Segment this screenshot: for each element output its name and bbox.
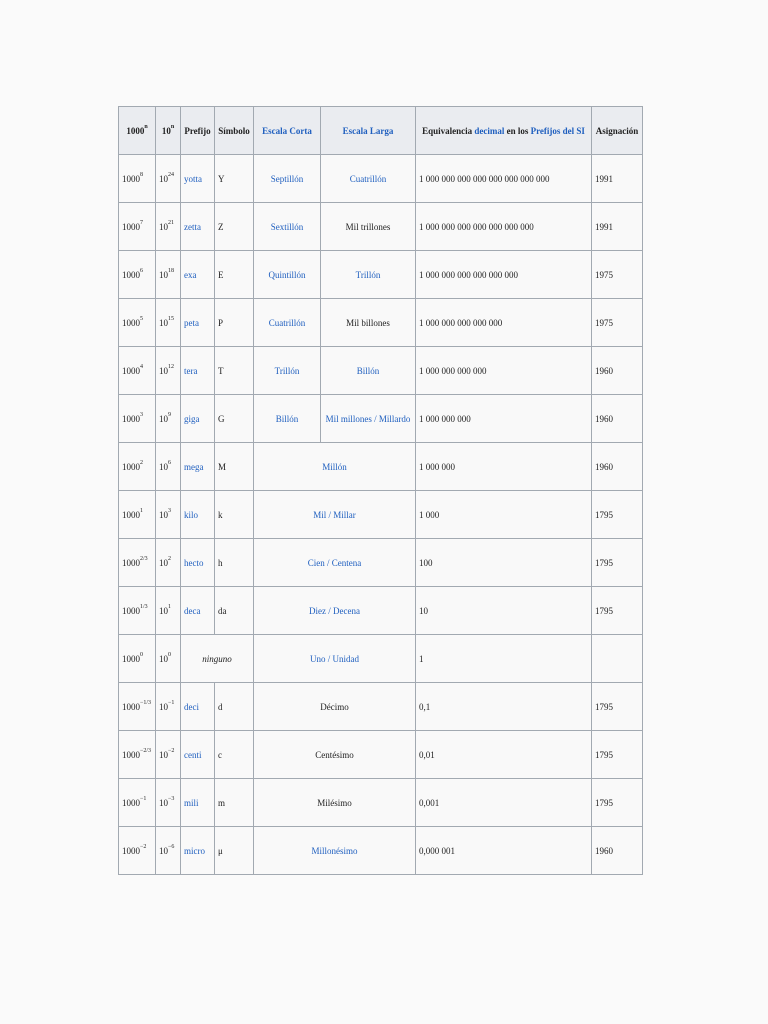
symbol-cell: P	[215, 299, 254, 347]
power-1000-cell: 1000$^8$	[119, 155, 156, 203]
power-10-cell: $10^{21}$	[156, 203, 181, 251]
table-row	[119, 155, 643, 203]
symbol-cell: G	[215, 395, 254, 443]
short-scale-link[interactable]: Billón	[254, 395, 321, 443]
prefix-link[interactable]: mili	[181, 779, 215, 827]
power-10-cell: $10^2$	[156, 539, 181, 587]
prefix-link[interactable]: deci	[181, 683, 215, 731]
power-10-cell: $10^9$	[156, 395, 181, 443]
header-asignacion: Asignación	[592, 107, 643, 155]
prefix-link[interactable]: centi	[181, 731, 215, 779]
power-10-cell: $10^{18}$	[156, 251, 181, 299]
power-1000-cell: $1000^{2/3}$	[119, 539, 156, 587]
symbol-cell: μ	[215, 827, 254, 875]
short-scale-link[interactable]: Quintillón	[254, 251, 321, 299]
decimal-cell: 1 000 000 000 000 000 000 000	[416, 203, 592, 251]
power-10-cell: $10^6$	[156, 443, 181, 491]
power-1000-cell: 1000$^1$	[119, 491, 156, 539]
long-scale-link[interactable]: Billón	[321, 347, 416, 395]
power-1000-cell: 1000$^3$	[119, 395, 156, 443]
power-1000-cell: 1000$^6$	[119, 251, 156, 299]
long-scale-link[interactable]: Cuatrillón	[321, 155, 416, 203]
long-scale-link[interactable]: Mil millones / Millardo	[321, 395, 416, 443]
power-1000-cell: $1000^{-2/3}$	[119, 731, 156, 779]
header-equivalencia: Equivalencia decimal en los Prefijos del SI	[416, 107, 592, 155]
power-10-cell: $10^{24}$	[156, 155, 181, 203]
prefix-link[interactable]: yotta	[181, 155, 215, 203]
si-prefix-table	[118, 106, 643, 875]
header-simbolo: Símbolo	[215, 107, 254, 155]
scale-name-link[interactable]: Cien / Centena	[254, 539, 416, 587]
table-row	[119, 395, 643, 443]
short-scale-link[interactable]: Sextillón	[254, 203, 321, 251]
header-escala-larga-link[interactable]: Escala Larga	[321, 107, 416, 155]
scale-name-link[interactable]: Millonésimo	[254, 827, 416, 875]
table-row	[119, 587, 643, 635]
table-row	[119, 635, 643, 683]
decimal-cell: 10	[416, 587, 592, 635]
symbol-cell: c	[215, 731, 254, 779]
power-1000-cell: 1000$^0$	[119, 635, 156, 683]
power-1000-cell: 1000$^5$	[119, 299, 156, 347]
prefix-link[interactable]: giga	[181, 395, 215, 443]
power-1000-cell: $1000^{1/3}$	[119, 587, 156, 635]
decimal-cell: 1 000 000 000 000 000 000	[416, 251, 592, 299]
symbol-cell: Y	[215, 155, 254, 203]
year-cell: 1975	[592, 251, 643, 299]
long-scale-cell: Mil trillones	[321, 203, 416, 251]
year-cell: 1991	[592, 155, 643, 203]
power-1000-cell: 1000$^4$	[119, 347, 156, 395]
decimal-cell: 0,001	[416, 779, 592, 827]
power-10-cell: $10^{15}$	[156, 299, 181, 347]
scale-name-link[interactable]: Millón	[254, 443, 416, 491]
symbol-cell: da	[215, 587, 254, 635]
table-row	[119, 779, 643, 827]
decimal-cell: 100	[416, 539, 592, 587]
power-10-cell: $10^{-1}$	[156, 683, 181, 731]
decimal-cell: 1 000 000 000 000 000	[416, 299, 592, 347]
symbol-cell: Z	[215, 203, 254, 251]
decimal-cell: 1 000 000 000	[416, 395, 592, 443]
table-header-row	[119, 107, 643, 155]
year-cell: 1795	[592, 779, 643, 827]
scale-name-link[interactable]: Mil / Millar	[254, 491, 416, 539]
table-row	[119, 347, 643, 395]
scale-name-cell: Centésimo	[254, 731, 416, 779]
table-row	[119, 203, 643, 251]
table-row	[119, 731, 643, 779]
prefijos-si-link[interactable]: Prefijos del SI	[530, 125, 585, 136]
table-row	[119, 251, 643, 299]
short-scale-link[interactable]: Septillón	[254, 155, 321, 203]
year-cell: 1991	[592, 203, 643, 251]
year-cell: 1960	[592, 827, 643, 875]
table-row	[119, 299, 643, 347]
table-row	[119, 491, 643, 539]
prefix-link[interactable]: hecto	[181, 539, 215, 587]
symbol-cell: m	[215, 779, 254, 827]
prefix-link[interactable]: tera	[181, 347, 215, 395]
decimal-cell: 1 000 000 000 000	[416, 347, 592, 395]
prefix-link[interactable]: zetta	[181, 203, 215, 251]
year-cell: 1795	[592, 683, 643, 731]
prefix-link[interactable]: micro	[181, 827, 215, 875]
long-scale-link[interactable]: Trillón	[321, 251, 416, 299]
table-row	[119, 827, 643, 875]
power-10-cell: $10^{12}$	[156, 347, 181, 395]
prefix-link[interactable]: kilo	[181, 491, 215, 539]
power-1000-cell: $1000^{-2}$	[119, 827, 156, 875]
year-cell: 1795	[592, 491, 643, 539]
power-1000-cell: $1000^{-1}$	[119, 779, 156, 827]
power-10-cell: $10^{-2}$	[156, 731, 181, 779]
symbol-cell: h	[215, 539, 254, 587]
scale-name-cell: Décimo	[254, 683, 416, 731]
symbol-cell: d	[215, 683, 254, 731]
power-1000-cell: 1000$^2$	[119, 443, 156, 491]
decimal-cell: 1	[416, 635, 592, 683]
short-scale-link[interactable]: Trillón	[254, 347, 321, 395]
year-cell	[592, 635, 643, 683]
scale-name-link[interactable]: Uno / Unidad	[254, 635, 416, 683]
year-cell: 1960	[592, 395, 643, 443]
symbol-cell: E	[215, 251, 254, 299]
power-1000-cell: $1000^{-1/3}$	[119, 683, 156, 731]
year-cell: 1960	[592, 347, 643, 395]
no-prefix-cell: ninguno	[181, 635, 254, 683]
decimal-cell: 0,000 001	[416, 827, 592, 875]
header-power-10: 10$^n$	[156, 107, 181, 155]
symbol-cell: T	[215, 347, 254, 395]
decimal-cell: 0,1	[416, 683, 592, 731]
year-cell: 1795	[592, 587, 643, 635]
year-cell: 1960	[592, 443, 643, 491]
decimal-cell: 0,01	[416, 731, 592, 779]
table-row	[119, 539, 643, 587]
prefix-link[interactable]: exa	[181, 251, 215, 299]
header-prefijo: Prefijo	[181, 107, 215, 155]
decimal-cell: 1 000 000	[416, 443, 592, 491]
prefix-link[interactable]: deca	[181, 587, 215, 635]
table-row	[119, 683, 643, 731]
symbol-cell: M	[215, 443, 254, 491]
symbol-cell: k	[215, 491, 254, 539]
power-10-cell: $10^1$	[156, 587, 181, 635]
year-cell: 1795	[592, 731, 643, 779]
long-scale-cell: Mil billones	[321, 299, 416, 347]
header-power-1000: 1000$^n$	[119, 107, 156, 155]
decimal-cell: 1 000 000 000 000 000 000 000 000	[416, 155, 592, 203]
power-10-cell: $10^{-3}$	[156, 779, 181, 827]
year-cell: 1795	[592, 539, 643, 587]
prefix-link[interactable]: mega	[181, 443, 215, 491]
table-row	[119, 443, 643, 491]
header-escala-corta-link[interactable]: Escala Corta	[254, 107, 321, 155]
power-1000-cell: 1000$^7$	[119, 203, 156, 251]
decimal-link[interactable]: decimal	[474, 125, 505, 136]
prefix-link[interactable]: peta	[181, 299, 215, 347]
power-10-cell: $10^{-6}$	[156, 827, 181, 875]
power-10-cell: $10^3$	[156, 491, 181, 539]
year-cell: 1975	[592, 299, 643, 347]
scale-name-cell: Milésimo	[254, 779, 416, 827]
decimal-cell: 1 000	[416, 491, 592, 539]
scale-name-link[interactable]: Diez / Decena	[254, 587, 416, 635]
short-scale-link[interactable]: Cuatrillón	[254, 299, 321, 347]
power-10-cell: $10^0$	[156, 635, 181, 683]
